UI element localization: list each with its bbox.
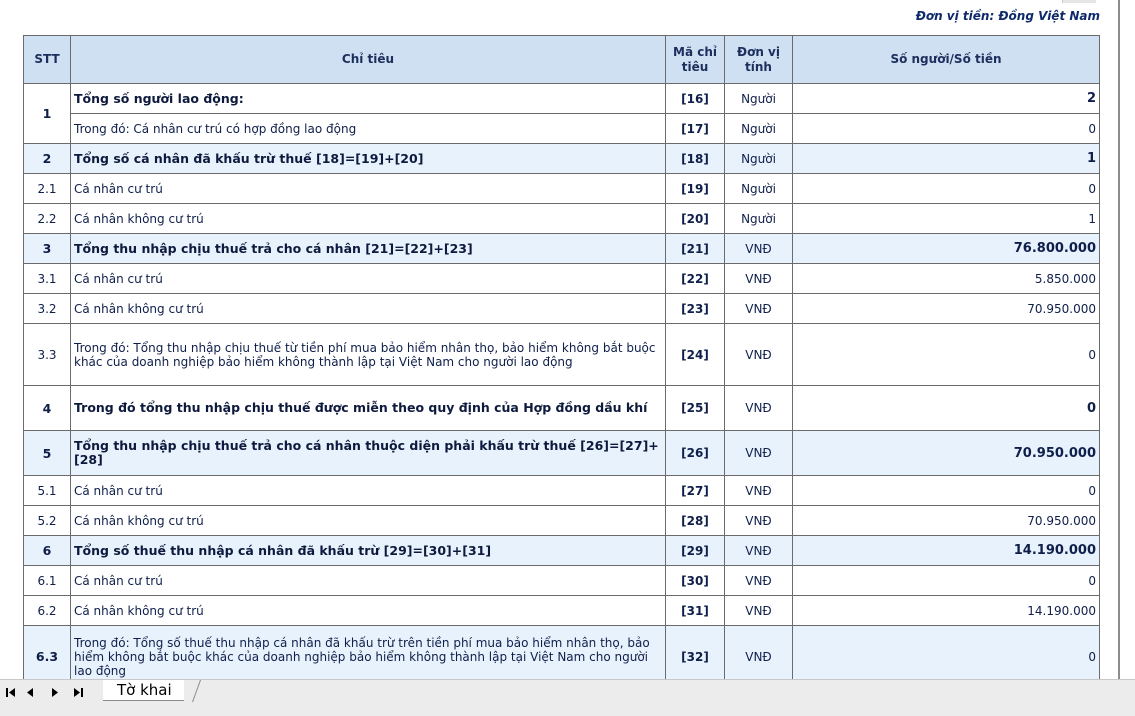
row-don-vi: Người: [725, 114, 793, 144]
table-row: [24, 324, 1100, 386]
table-row: [24, 431, 1100, 476]
row-don-vi: Người: [725, 174, 793, 204]
row-don-vi: VNĐ: [725, 264, 793, 294]
row-ma-chi-tieu: [32]: [666, 626, 725, 680]
row-stt: 6: [24, 536, 71, 566]
sheet-tab-to-khai[interactable]: Tờ khai: [103, 680, 184, 701]
row-don-vi: Người: [725, 204, 793, 234]
table-row: [24, 84, 1100, 114]
header-ma-line2: tiêu: [681, 59, 709, 74]
row-value-cell[interactable]: 0: [793, 566, 1100, 596]
row-ma-chi-tieu: [20]: [666, 204, 725, 234]
row-stt: 3: [24, 234, 71, 264]
row-stt: 2.1: [24, 174, 71, 204]
row-don-vi: VNĐ: [725, 386, 793, 431]
table-row: [24, 386, 1100, 431]
table-row: [24, 234, 1100, 264]
row-chi-tieu: Cá nhân không cư trú: [71, 294, 666, 324]
row-chi-tieu: Tổng số thuế thu nhập cá nhân đã khấu trừ [29]=[30]+[31]: [71, 536, 666, 566]
row-ma-chi-tieu: [23]: [666, 294, 725, 324]
row-stt: 5.2: [24, 506, 71, 536]
row-chi-tieu: Trong đó: Tổng số thuế thu nhập cá nhân đã khấu trừ trên tiền phí mua bảo hiểm nhân thọ, bảo hiểm không bắt buộc khác của doanh nghiệp bảo hiểm không thành lập tại Việt Nam cho người lao động: [71, 626, 666, 680]
row-stt: 6.3: [24, 626, 71, 680]
previous-sheet-button[interactable]: [22, 684, 39, 701]
row-chi-tieu: Tổng số cá nhân đã khấu trừ thuế [18]=[19]+[20]: [71, 144, 666, 174]
row-ma-chi-tieu: [28]: [666, 506, 725, 536]
first-sheet-button[interactable]: [2, 684, 19, 701]
table-row: [24, 114, 1100, 144]
row-don-vi: VNĐ: [725, 536, 793, 566]
row-chi-tieu: Cá nhân không cư trú: [71, 204, 666, 234]
row-chi-tieu: Cá nhân cư trú: [71, 476, 666, 506]
row-value-cell[interactable]: 0: [793, 626, 1100, 680]
header-don-vi-tinh: [725, 36, 793, 84]
row-don-vi: VNĐ: [725, 431, 793, 476]
row-value-cell[interactable]: 70.950.000: [793, 294, 1100, 324]
header-stt: STT: [24, 36, 71, 84]
row-value-cell[interactable]: 0: [793, 476, 1100, 506]
sheet-tab-bar: [0, 679, 1135, 716]
row-chi-tieu: Tổng thu nhập chịu thuế trả cho cá nhân thuộc diện phải khấu trừ thuế [26]=[27]+[28]: [71, 431, 666, 476]
row-don-vi: VNĐ: [725, 506, 793, 536]
next-sheet-button[interactable]: [46, 684, 63, 701]
row-chi-tieu: Trong đó tổng thu nhập chịu thuế được miễn theo quy định của Hợp đồng dầu khí: [71, 386, 666, 431]
row-ma-chi-tieu: [26]: [666, 431, 725, 476]
row-ma-chi-tieu: [30]: [666, 566, 725, 596]
row-ma-chi-tieu: [31]: [666, 596, 725, 626]
table-row: [24, 626, 1100, 680]
row-value-cell[interactable]: 70.950.000: [793, 431, 1100, 476]
row-value-cell[interactable]: 70.950.000: [793, 506, 1100, 536]
row-ma-chi-tieu: [21]: [666, 234, 725, 264]
row-don-vi: Người: [725, 84, 793, 114]
header-so-nguoi-so-tien: Số người/Số tiền: [793, 36, 1100, 84]
row-value-cell[interactable]: 1: [793, 144, 1100, 174]
row-don-vi: VNĐ: [725, 234, 793, 264]
vertical-scrollbar[interactable]: [1118, 0, 1135, 679]
last-sheet-button[interactable]: [70, 684, 87, 701]
toolbar-stub: [1062, 0, 1096, 3]
row-chi-tieu: Cá nhân cư trú: [71, 174, 666, 204]
row-don-vi: VNĐ: [725, 324, 793, 386]
row-value-cell[interactable]: 0: [793, 114, 1100, 144]
row-value-cell[interactable]: 5.850.000: [793, 264, 1100, 294]
table-row: [24, 596, 1100, 626]
table-row: [24, 566, 1100, 596]
header-don-vi-line1: Đơn vị: [737, 44, 780, 59]
row-value-cell[interactable]: 0: [793, 324, 1100, 386]
row-stt: 3.1: [24, 264, 71, 294]
row-value-cell[interactable]: 76.800.000: [793, 234, 1100, 264]
header-don-vi-line2: tính: [745, 59, 772, 74]
table-row: [24, 144, 1100, 174]
row-ma-chi-tieu: [16]: [666, 84, 725, 114]
row-don-vi: Người: [725, 144, 793, 174]
row-stt: 2.2: [24, 204, 71, 234]
table-row: [24, 174, 1100, 204]
row-chi-tieu: Trong đó: Tổng thu nhập chịu thuế từ tiền phí mua bảo hiểm nhân thọ, bảo hiểm không bắt buộc khác của doanh nghiệp bảo hiểm không thành lập tại Việt Nam cho người lao động: [71, 324, 666, 386]
row-value-cell[interactable]: 0: [793, 174, 1100, 204]
table-row: [24, 536, 1100, 566]
row-chi-tieu: Cá nhân cư trú: [71, 264, 666, 294]
tab-separator: [190, 680, 204, 702]
table-row: [24, 506, 1100, 536]
table-row: [24, 264, 1100, 294]
row-stt: 6.2: [24, 596, 71, 626]
row-ma-chi-tieu: [18]: [666, 144, 725, 174]
scrollbar-track: [1118, 0, 1120, 679]
row-value-cell[interactable]: 2: [793, 84, 1100, 114]
row-value-cell[interactable]: 14.190.000: [793, 536, 1100, 566]
header-chi-tieu: Chỉ tiêu: [71, 36, 666, 84]
row-stt: 3.2: [24, 294, 71, 324]
row-stt: 6.1: [24, 566, 71, 596]
previous-sheet-icon: [25, 687, 36, 698]
row-don-vi: VNĐ: [725, 566, 793, 596]
row-chi-tieu: Tổng thu nhập chịu thuế trả cho cá nhân [21]=[22]+[23]: [71, 234, 666, 264]
row-value-cell[interactable]: 14.190.000: [793, 596, 1100, 626]
row-don-vi: VNĐ: [725, 596, 793, 626]
row-ma-chi-tieu: [19]: [666, 174, 725, 204]
table-header-row: [24, 36, 1100, 84]
table-row: [24, 204, 1100, 234]
row-don-vi: VNĐ: [725, 294, 793, 324]
currency-unit-note: Đơn vị tiền: Đồng Việt Nam: [915, 9, 1100, 23]
first-sheet-icon: [5, 687, 16, 698]
header-ma-line1: Mã chỉ: [673, 44, 717, 59]
row-ma-chi-tieu: [17]: [666, 114, 725, 144]
row-chi-tieu: Trong đó: Cá nhân cư trú có hợp đồng lao động: [71, 114, 666, 144]
row-don-vi: VNĐ: [725, 476, 793, 506]
row-ma-chi-tieu: [27]: [666, 476, 725, 506]
table-row: [24, 476, 1100, 506]
next-sheet-icon: [49, 687, 60, 698]
row-stt: 5: [24, 431, 71, 476]
table-row: [24, 294, 1100, 324]
row-value-cell[interactable]: 0: [793, 386, 1100, 431]
row-don-vi: VNĐ: [725, 626, 793, 680]
header-ma-chi-tieu: [666, 36, 725, 84]
row-ma-chi-tieu: [29]: [666, 536, 725, 566]
last-sheet-icon: [73, 687, 84, 698]
declaration-table: [23, 35, 1100, 679]
row-stt: 3.3: [24, 324, 71, 386]
row-chi-tieu: Cá nhân cư trú: [71, 566, 666, 596]
row-stt: 2: [24, 144, 71, 174]
row-stt: 5.1: [24, 476, 71, 506]
row-chi-tieu: Tổng số người lao động:: [71, 84, 666, 114]
row-chi-tieu: Cá nhân không cư trú: [71, 506, 666, 536]
row-chi-tieu: Cá nhân không cư trú: [71, 596, 666, 626]
row-stt: 4: [24, 386, 71, 431]
row-value-cell[interactable]: 1: [793, 204, 1100, 234]
row-ma-chi-tieu: [24]: [666, 324, 725, 386]
row-stt: 1: [24, 84, 71, 144]
row-ma-chi-tieu: [22]: [666, 264, 725, 294]
row-ma-chi-tieu: [25]: [666, 386, 725, 431]
